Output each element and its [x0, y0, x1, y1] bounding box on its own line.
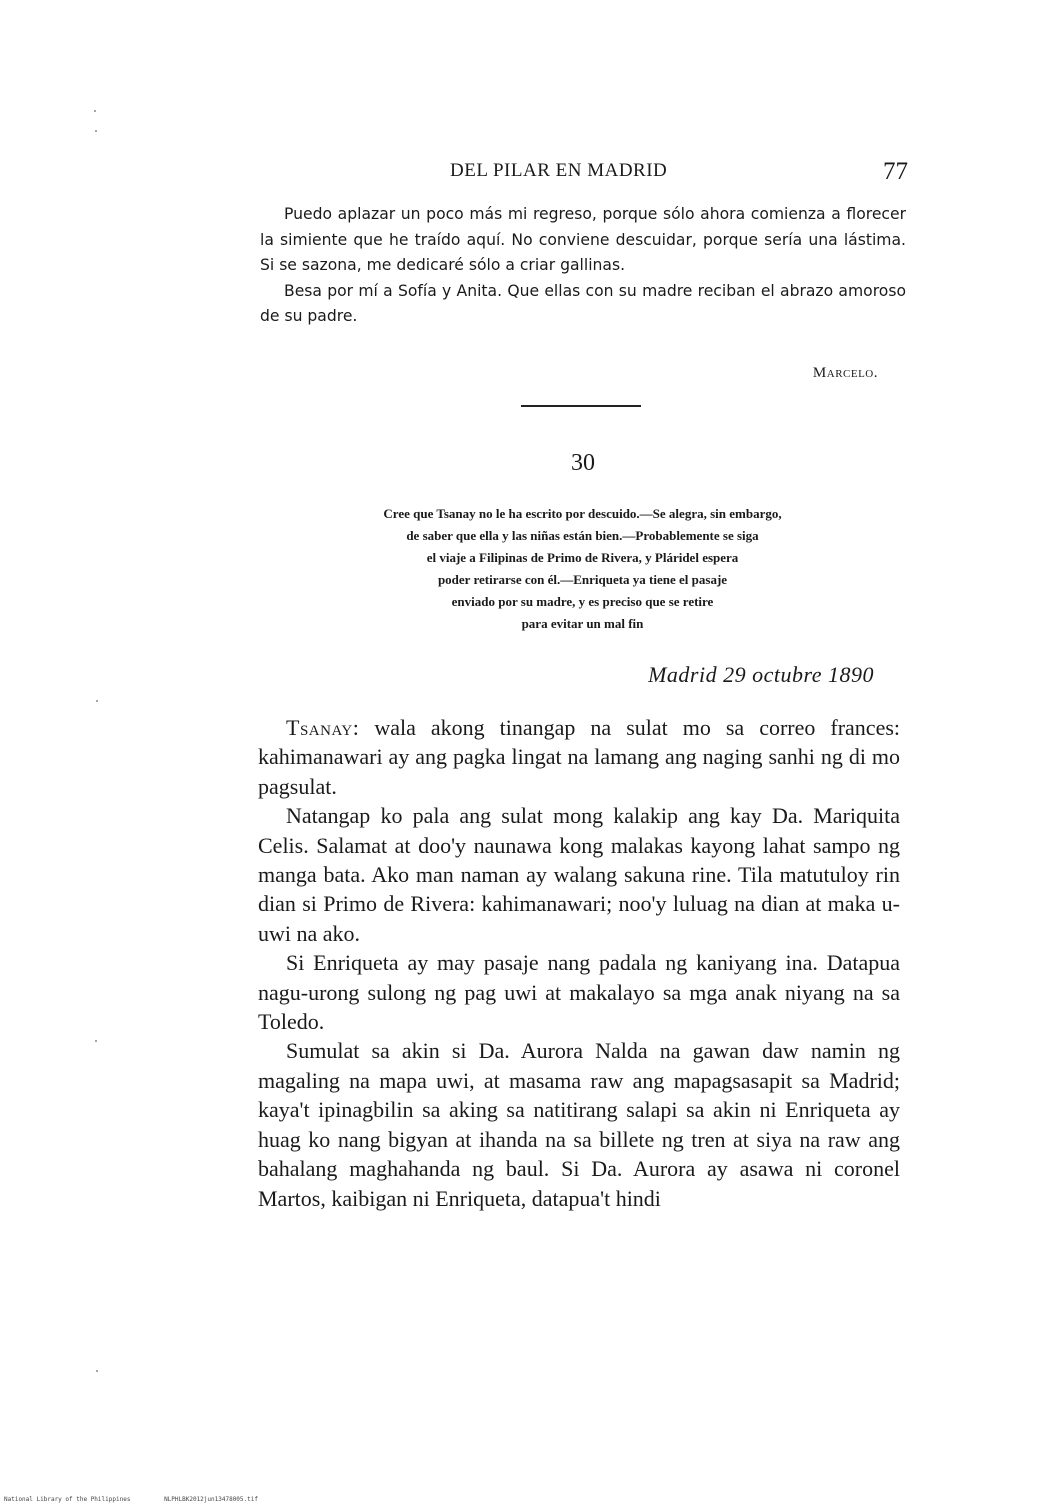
- scan-speck: [94, 110, 96, 112]
- page-header: [260, 158, 908, 190]
- page-number: 77: [883, 158, 908, 185]
- summary-line: el viaje a Filipinas de Primo de Rivera, y Pláridel espera: [426, 550, 739, 565]
- body-paragraph: Sumulat sa akin si Da. Aurora Nalda na gawan daw namin ng magaling na mapa uwi, at masama raw ang mapagsasapit sa Madrid; kaya't ipinagbilin sa aking sa natitirang salapi sa akin ni Enriqueta ay huag ko nang bigyan at ihanda na sa billete ng tren at siya na raw ang bahalang maghahanda ng baul. Si Da. Aurora ay asawa ni coronel Martos, kaibigan ni Enriqueta, datapua't hindi: [258, 1038, 900, 1211]
- section-divider: [521, 405, 641, 407]
- scan-speck: [96, 1370, 98, 1372]
- running-title: DEL PILAR EN MADRID: [450, 160, 668, 181]
- signature: Marcelo.: [812, 365, 878, 381]
- summary-line: Cree que Tsanay no le ha escrito por descuido.—Se alegra, sin embargo,: [383, 506, 782, 521]
- dateline: Madrid 29 octubre 1890: [648, 662, 874, 687]
- file-id: NLPHLBK2012jun13478005.tif: [164, 1496, 258, 1503]
- letter-body: [258, 713, 900, 1213]
- letter-summary: [255, 503, 910, 635]
- letter-number: 30: [571, 450, 595, 476]
- body-paragraph: Si Enriqueta ay may pasaje nang padala ng kaniyang ina. Datapua nagu-urong sulong ng pag uwi at makalayo sa mga anak niyang na sa Toledo.: [258, 950, 900, 1035]
- body-paragraph: [258, 713, 900, 801]
- summary-line: de saber que ella y las niñas están bien.—Probablemente se siga: [406, 528, 759, 543]
- library-credit: National Library of the Philippines: [4, 1496, 131, 1503]
- body-paragraph-text: wala akong tinangap na sulat mo sa correo frances: kahimanawari ay ang pagka lingat na lamang ang naging sanhi ng di mo pagsulat.: [258, 715, 901, 799]
- summary-line: enviado por su madre, y es preciso que se retire: [451, 594, 714, 609]
- previous-letter-paragraph: Puedo aplazar un poco más mi regreso, porque sólo ahora comienza a florecer la simiente que he traído aquí. No conviene descuidar, porque sería una lástima. Si se sazona, me dedicaré sólo a criar gallinas.: [260, 205, 906, 274]
- scan-speck: [96, 700, 98, 702]
- summary-line: para evitar un mal fin: [521, 616, 644, 631]
- body-paragraph: Natangap ko pala ang sulat mong kalakip ang kay Da. Mariquita Celis. Salamat at doo'y naunawa kong malakas kayong lahat sampo ng manga bata. Ako man naman ay walang sakuna rine. Tila matutuloy rin dian si Primo de Rivera: kahimanawari; noo'y luluag na dian at maka u-uwi na ako.: [258, 803, 900, 946]
- previous-letter-ending: [260, 202, 906, 330]
- summary-line: poder retirarse con él.—Enriqueta ya tiene el pasaje: [437, 572, 728, 587]
- salutation: Tsanay:: [286, 715, 360, 740]
- scan-footer: [4, 1496, 288, 1503]
- previous-letter-paragraph: Besa por mí a Sofía y Anita. Que ellas con su madre reciban el abrazo amoroso de su padre.: [260, 281, 906, 325]
- scan-speck: [95, 1040, 97, 1042]
- scan-speck: [95, 130, 97, 132]
